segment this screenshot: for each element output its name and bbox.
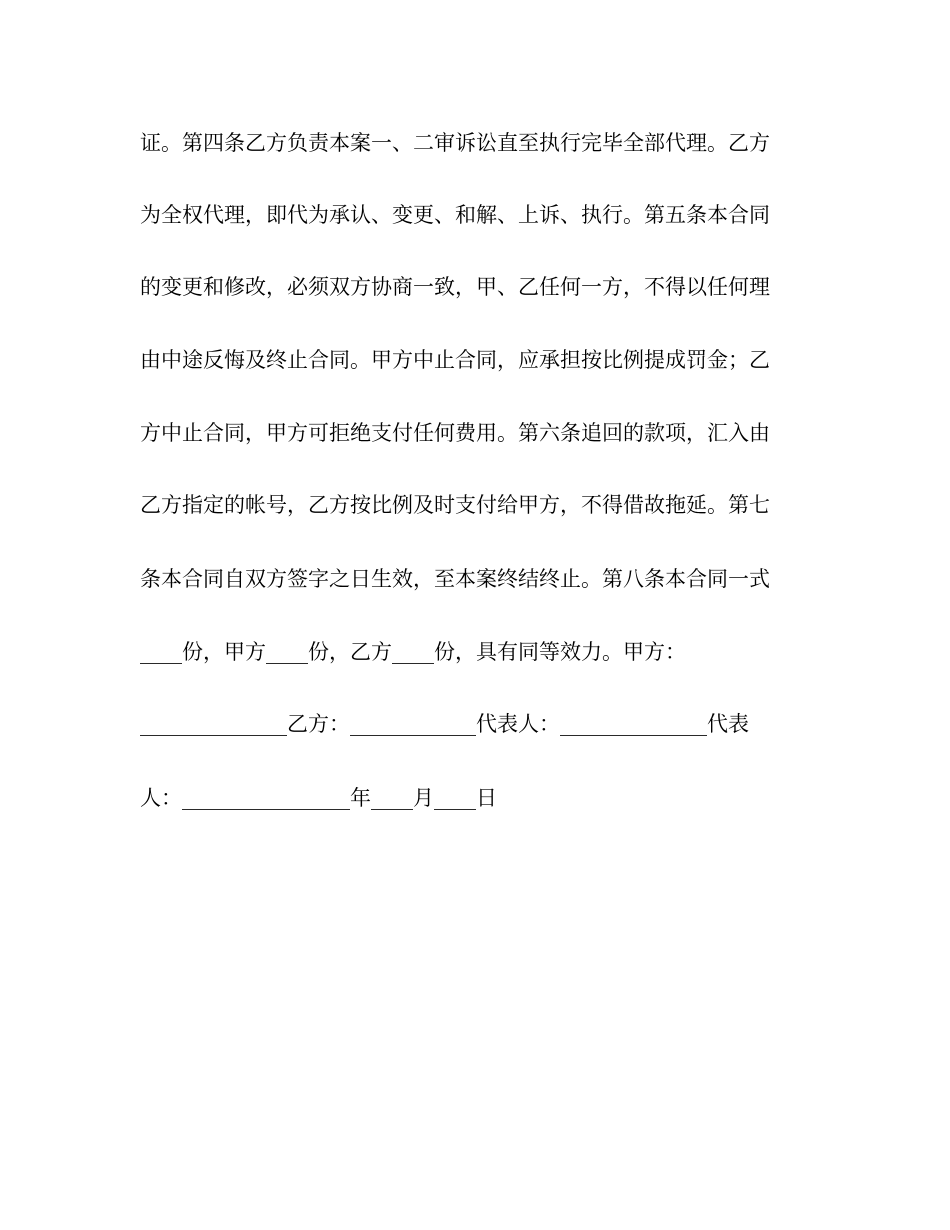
signature-line: ______________乙方：____________代表人：______________代表 [140,712,749,736]
text-line-7: 条本合同自双方签字之日生效，至本案终结终止。第八条本合同一式 [140,567,770,591]
copies-line: ____份，甲方____份，乙方____份，具有同等效力。甲方： [140,640,686,664]
text-line-6: 乙方指定的帐号，乙方按比例及时支付给甲方，不得借故拖延。第七 [140,493,770,517]
text-line-1: 证。第四条乙方负责本案一、二审诉讼直至执行完毕全部代理。乙方 [140,131,770,155]
text-line-4: 由中途反悔及终止合同。甲方中止合同，应承担按比例提成罚金；乙 [140,348,770,372]
text-line-2: 为全权代理，即代为承认、变更、和解、上诉、执行。第五条本合同 [140,203,770,227]
text-line-3: 的变更和修改，必须双方协商一致，甲、乙任何一方，不得以任何理 [140,275,770,299]
date-line: 人：________________年____月____日 [140,786,497,810]
text-line-5: 方中止合同，甲方可拒绝支付任何费用。第六条追回的款项，汇入由 [140,421,770,445]
